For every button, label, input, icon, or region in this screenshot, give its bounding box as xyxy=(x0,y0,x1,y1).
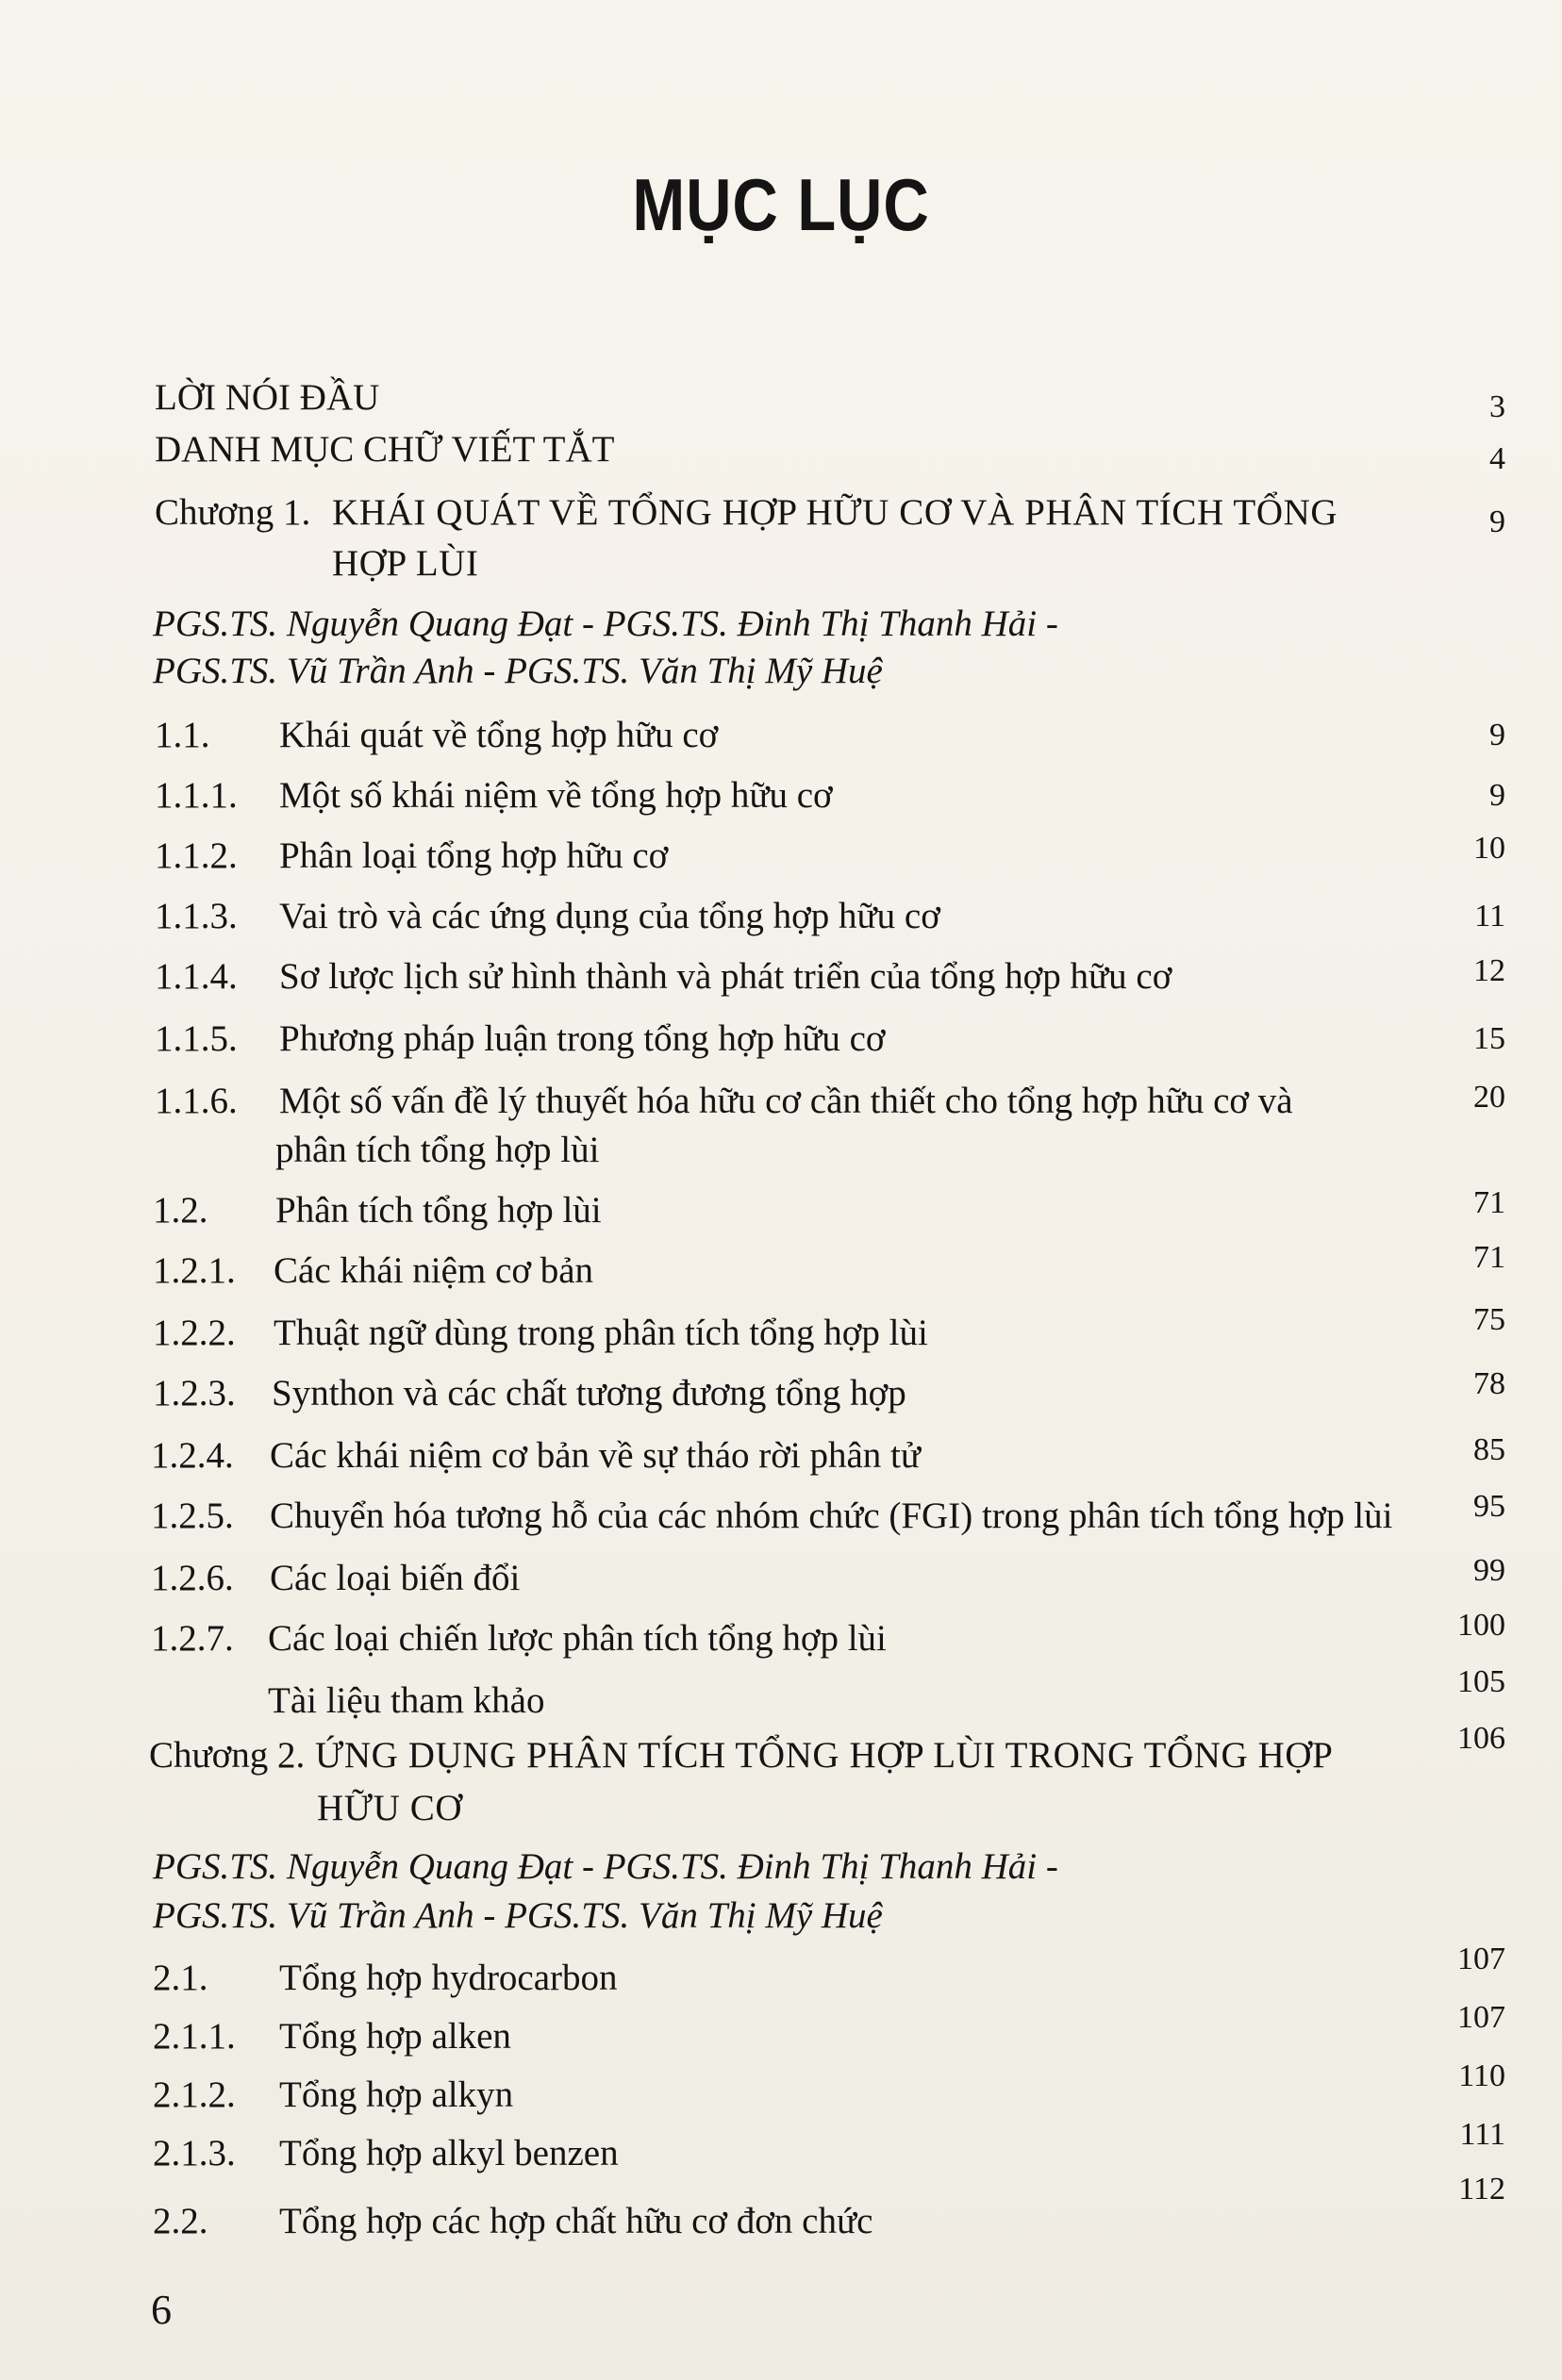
toc-entry-page: 106 xyxy=(1457,1721,1505,1756)
toc-entry-preface xyxy=(0,377,1562,424)
toc-entry-number: Chương 2. xyxy=(149,1735,306,1776)
toc-entry-chapter-2 xyxy=(0,1721,1562,1777)
toc-entry xyxy=(0,1942,1562,1999)
toc-entry-page: 75 xyxy=(1473,1302,1505,1337)
toc-entry-text: Các khái niệm cơ bản về sự tháo rời phân tử xyxy=(270,1435,922,1476)
toc-entry xyxy=(0,1608,1562,1660)
chapter-1-authors-line-2: PGS.TS. Vũ Trần Anh - PGS.TS. Văn Thị Mỹ Huệ xyxy=(153,651,883,691)
toc-entry-number: 1.2.1. xyxy=(153,1250,236,1291)
toc-entry xyxy=(0,1302,1562,1354)
toc-entry xyxy=(0,1018,1562,1060)
toc-entry-page: 71 xyxy=(1473,1185,1505,1220)
toc-entry xyxy=(0,715,1562,756)
toc-entry-text: Tổng hợp hydrocarbon xyxy=(279,1958,618,1998)
toc-entry-number: 2.1. xyxy=(153,1958,208,1998)
page-title: MỤC LỤC xyxy=(632,163,930,246)
toc-entry-number: 2.2. xyxy=(153,2201,208,2241)
toc-entry-number: 1.1.6. xyxy=(155,1081,238,1121)
toc-entry-page: 100 xyxy=(1457,1608,1505,1643)
toc-entry xyxy=(0,896,1562,937)
toc-entry-number: 2.1.3. xyxy=(153,2133,236,2173)
toc-entry-page: 85 xyxy=(1473,1432,1505,1467)
toc-entry-text: Tổng hợp các hợp chất hữu cơ đơn chức xyxy=(279,2201,873,2241)
toc-entry-chapter-2-cont xyxy=(0,1788,1562,1829)
toc-entry-page: 110 xyxy=(1458,2058,1505,2093)
toc-entry-page: 20 xyxy=(1473,1080,1505,1115)
toc-entry-chapter-1 xyxy=(0,492,1562,539)
toc-entry-text: Tổng hợp alkyl benzen xyxy=(279,2133,619,2173)
toc-entry-number: 1.2.5. xyxy=(151,1496,234,1536)
toc-entry-number: 1.2.7. xyxy=(151,1618,234,1659)
toc-entry-chapter-1-cont xyxy=(0,543,1562,585)
toc-entry-page: 15 xyxy=(1473,1021,1505,1056)
toc-entry xyxy=(0,831,1562,877)
toc-entry xyxy=(0,1081,1562,1122)
toc-entry-text: Phương pháp luận trong tổng hợp hữu cơ xyxy=(279,1018,886,1059)
toc-entry-number: 1.1.2. xyxy=(155,835,238,876)
toc-entry-abbreviations xyxy=(0,429,1562,476)
toc-entry-page: 107 xyxy=(1457,2000,1505,2035)
toc-entry-cont xyxy=(0,1130,1562,1171)
toc-entry-text: ỨNG DỤNG PHÂN TÍCH TỔNG HỢP LÙI TRONG TỔNG HỢP xyxy=(315,1735,1334,1776)
toc-entry-page: 112 xyxy=(1458,2172,1505,2206)
toc-entry-number: 1.2. xyxy=(153,1190,208,1231)
toc-entry-text: DANH MỤC CHỮ VIẾT TẮT xyxy=(155,429,615,470)
toc-entry-number: 1.2.2. xyxy=(153,1313,236,1353)
toc-entry-number: 1.1.4. xyxy=(155,956,238,997)
toc-entry xyxy=(0,2172,1562,2242)
toc-entry-text: Synthon và các chất tương đương tổng hợp xyxy=(272,1373,906,1413)
toc-entry xyxy=(0,1553,1562,1599)
toc-entry-number: 1.1.1. xyxy=(155,775,238,816)
toc-entry-page: 78 xyxy=(1473,1366,1505,1401)
toc-entry-text: Vai trò và các ứng dụng của tổng hợp hữu cơ xyxy=(279,896,940,936)
toc-entry-text: Tổng hợp alkyn xyxy=(279,2074,514,2115)
toc-entry-page: 9 xyxy=(1489,778,1505,813)
toc-entry xyxy=(0,1240,1562,1292)
toc-entry xyxy=(0,1489,1562,1537)
toc-entry-number: 2.1.1. xyxy=(153,2016,236,2057)
toc-entry-number: Chương 1. xyxy=(155,492,311,533)
toc-entry-text: Phân tích tổng hợp lùi xyxy=(275,1190,602,1231)
toc-entry-text: Các loại chiến lược phân tích tổng hợp lùi xyxy=(268,1618,887,1659)
toc-entry-text-cont: HỢP LÙI xyxy=(332,543,479,584)
toc-entry-number: 1.1.5. xyxy=(155,1018,238,1059)
toc-entry-text: Các loại biến đổi xyxy=(270,1558,521,1598)
toc-entry-page: 12 xyxy=(1473,953,1505,988)
toc-entry-number: 1.2.4. xyxy=(151,1435,234,1476)
toc-entry-text: LỜI NÓI ĐẦU xyxy=(155,377,380,418)
toc-entry xyxy=(0,2000,1562,2058)
toc-entry-text: Tổng hợp alken xyxy=(279,2016,511,2057)
toc-entry-page: 111 xyxy=(1459,2117,1505,2152)
toc-entry xyxy=(0,1432,1562,1477)
toc-entry-page: 9 xyxy=(1489,718,1505,752)
toc-entry-text: Một số vấn đề lý thuyết hóa hữu cơ cần thiết cho tổng hợp hữu cơ và xyxy=(279,1081,1293,1121)
toc-entry-number: 1.2.6. xyxy=(151,1558,234,1598)
toc-entry-text: Tài liệu tham khảo xyxy=(268,1680,545,1721)
toc-entry-page: 10 xyxy=(1473,831,1505,866)
toc-entry-text: Khái quát về tổng hợp hữu cơ xyxy=(279,715,719,755)
toc-entry-page: 3 xyxy=(1489,389,1505,424)
toc-entry-page: 4 xyxy=(1489,441,1505,476)
toc-entry-text-cont: phân tích tổng hợp lùi xyxy=(275,1130,600,1170)
chapter-1-authors-line-1: PGS.TS. Nguyễn Quang Đạt - PGS.TS. Đinh Thị Thanh Hải - xyxy=(153,603,1058,644)
toc-entry-number: 1.2.3. xyxy=(153,1373,236,1413)
toc-entry-page: 11 xyxy=(1474,899,1505,934)
toc-entry-page: 99 xyxy=(1473,1553,1505,1588)
toc-entry-text: Thuật ngữ dùng trong phân tích tổng hợp lùi xyxy=(274,1313,928,1353)
chapter-2-authors-line-2: PGS.TS. Vũ Trần Anh - PGS.TS. Văn Thị Mỹ Huệ xyxy=(153,1895,883,1936)
toc-entry-text: Sơ lược lịch sử hình thành và phát triển của tổng hợp hữu cơ xyxy=(279,956,1172,997)
toc-entry xyxy=(0,953,1562,998)
toc-entry-page: 107 xyxy=(1457,1942,1505,1976)
toc-entry-text: KHÁI QUÁT VỀ TỔNG HỢP HỮU CƠ VÀ PHÂN TÍCH TỔNG xyxy=(332,492,1338,533)
toc-entry-number: 1.1. xyxy=(155,715,210,755)
toc-entry xyxy=(0,2058,1562,2116)
page-number: 6 xyxy=(151,2287,172,2333)
toc-entry-text-cont: HỮU CƠ xyxy=(317,1788,463,1828)
toc-entry xyxy=(0,1366,1562,1414)
toc-entry xyxy=(0,1185,1562,1231)
chapter-2-authors-line-1: PGS.TS. Nguyễn Quang Đạt - PGS.TS. Đinh Thị Thanh Hải - xyxy=(153,1846,1058,1887)
toc-entry xyxy=(0,2117,1562,2174)
toc-entry-number: 1.1.3. xyxy=(155,896,238,936)
toc-entry-text: Các khái niệm cơ bản xyxy=(274,1250,594,1291)
toc-entry-text: Chuyển hóa tương hỗ của các nhóm chức (FGI) trong phân tích tổng hợp lùi xyxy=(270,1496,1393,1536)
toc-entry-page: 9 xyxy=(1489,504,1505,539)
toc-entry-page: 105 xyxy=(1457,1664,1505,1699)
toc-entry-page: 71 xyxy=(1473,1240,1505,1275)
toc-entry-text: Phân loại tổng hợp hữu cơ xyxy=(279,835,669,876)
toc-entry-page: 95 xyxy=(1473,1489,1505,1524)
toc-entry-text: Một số khái niệm về tổng hợp hữu cơ xyxy=(279,775,833,816)
toc-entry xyxy=(0,775,1562,817)
toc-entry-number: 2.1.2. xyxy=(153,2074,236,2115)
toc-entry-references xyxy=(0,1664,1562,1722)
